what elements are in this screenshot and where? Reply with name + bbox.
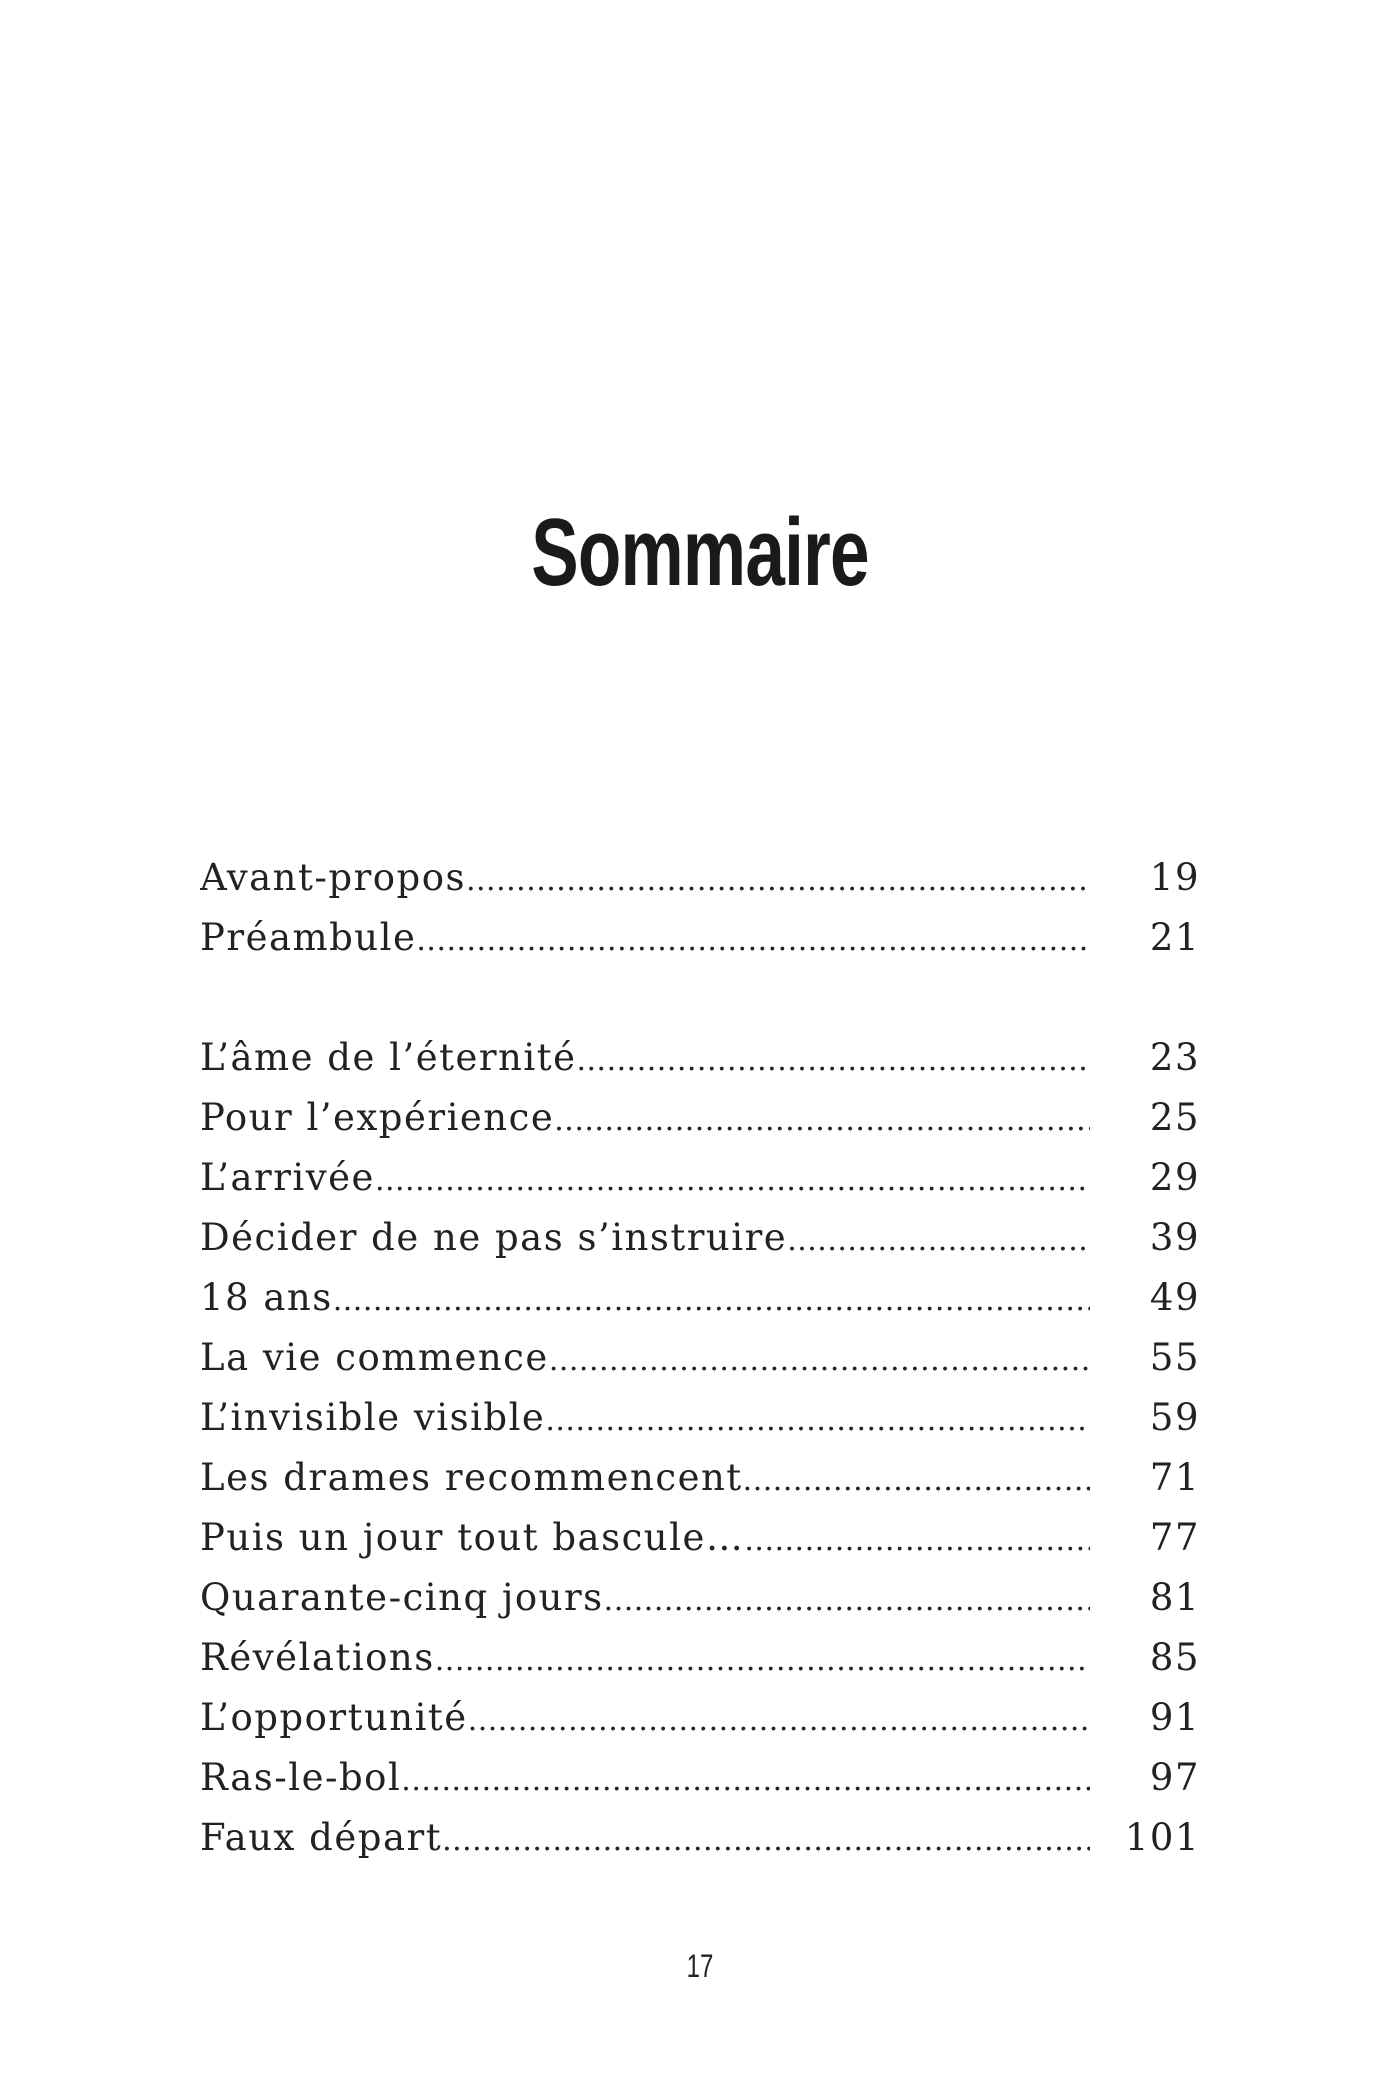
toc-entry-page: 81 [1149,1576,1200,1619]
toc-entry-main [200,848,1090,911]
toc-entry[interactable] [200,1088,1200,1148]
toc-entry[interactable] [200,1628,1200,1688]
toc-entry[interactable] [200,1388,1200,1448]
toc-entry[interactable] [200,1268,1200,1328]
toc-entry-page: 29 [1149,1156,1200,1199]
toc-entry-main [200,1028,1090,1091]
table-of-contents [200,848,1200,1868]
toc-entry[interactable] [200,1208,1200,1268]
toc-entry[interactable] [200,1028,1200,1088]
toc-entry-page: 59 [1149,1396,1200,1439]
page-number: 17 [686,1948,714,1984]
toc-entry-page: 49 [1149,1276,1200,1319]
toc-entry-label: Quarante-cinq jours [200,1576,604,1619]
toc-entry-label: Les drames recommencent [200,1456,743,1499]
toc-entry-page: 21 [1149,916,1200,959]
toc-entry-main [200,1148,1090,1211]
dot-leader [375,1151,1090,1211]
toc-entry-page: 97 [1149,1756,1200,1799]
toc-entry-page: 101 [1124,1816,1200,1859]
toc-entry-main [200,1568,1090,1631]
toc-entry-main [200,1748,1090,1811]
toc-entry-label: Ras-le-bol [200,1756,402,1799]
toc-entry-page: 77 [1149,1516,1200,1559]
toc-entry-label: La vie commence [200,1336,549,1379]
toc-entry-main [200,1628,1090,1691]
toc-entry[interactable] [200,1568,1200,1628]
toc-entry-main [200,1508,1090,1571]
toc-entry-label: Révélations [200,1636,435,1679]
toc-entry-page: 71 [1149,1456,1200,1499]
toc-entry-label: L’arrivée [200,1156,375,1199]
toc-entry[interactable] [200,1688,1200,1748]
toc-entry-main [200,1208,1090,1271]
toc-entry-page: 39 [1149,1216,1200,1259]
toc-entry-main [200,908,1090,971]
dot-leader [787,1211,1090,1271]
toc-entry[interactable] [200,1328,1200,1388]
toc-front-matter [200,848,1200,968]
toc-entry-main [200,1268,1090,1331]
toc-entry-label: Puis un jour tout bascule… [200,1516,745,1559]
dot-leader [466,851,1090,911]
toc-entry-page: 55 [1149,1336,1200,1379]
dot-leader [549,1331,1090,1391]
toc-entry-main [200,1808,1090,1871]
dot-leader [416,911,1090,971]
dot-leader [545,1391,1090,1451]
toc-entry-label: Décider de ne pas s’instruire [200,1216,788,1259]
dot-leader [743,1451,1090,1511]
dot-leader [401,1751,1090,1811]
toc-entry[interactable] [200,848,1200,908]
toc-entry-page: 85 [1149,1636,1200,1679]
dot-leader [435,1631,1090,1691]
dot-leader [554,1091,1090,1151]
toc-entry-main [200,1328,1090,1391]
toc-entry-main [200,1088,1090,1151]
dot-leader [604,1571,1090,1631]
toc-entry-page: 25 [1149,1096,1200,1139]
toc-entry[interactable] [200,1148,1200,1208]
toc-entry-label: Avant-propos [200,856,466,899]
toc-entry-main [200,1688,1090,1751]
dot-leader [744,1511,1090,1571]
toc-entry-label: 18 ans [200,1276,333,1319]
toc-entry-label: L’âme de l’éternité [200,1036,577,1079]
toc-entry[interactable] [200,1808,1200,1868]
dot-leader [468,1691,1090,1751]
toc-entry[interactable] [200,1508,1200,1568]
toc-entry-page: 91 [1149,1696,1200,1739]
toc-entry-label: Préambule [200,916,417,959]
toc-entry[interactable] [200,1748,1200,1808]
toc-chapters [200,1028,1200,1868]
toc-entry-label: L’invisible visible [200,1396,546,1439]
dot-leader [576,1031,1090,1091]
toc-entry-label: Pour l’expérience [200,1096,555,1139]
toc-entry-page: 19 [1149,856,1200,899]
toc-entry-label: L’opportunité [200,1696,468,1739]
toc-entry[interactable] [200,908,1200,968]
toc-entry-label: Faux départ [200,1816,443,1859]
toc-entry-main [200,1448,1090,1511]
toc-entry-page: 23 [1149,1036,1200,1079]
dot-leader [442,1811,1090,1871]
toc-entry[interactable] [200,1448,1200,1508]
toc-entry-main [200,1388,1090,1451]
dot-leader [333,1271,1090,1331]
page-title: Sommaire [531,499,869,606]
